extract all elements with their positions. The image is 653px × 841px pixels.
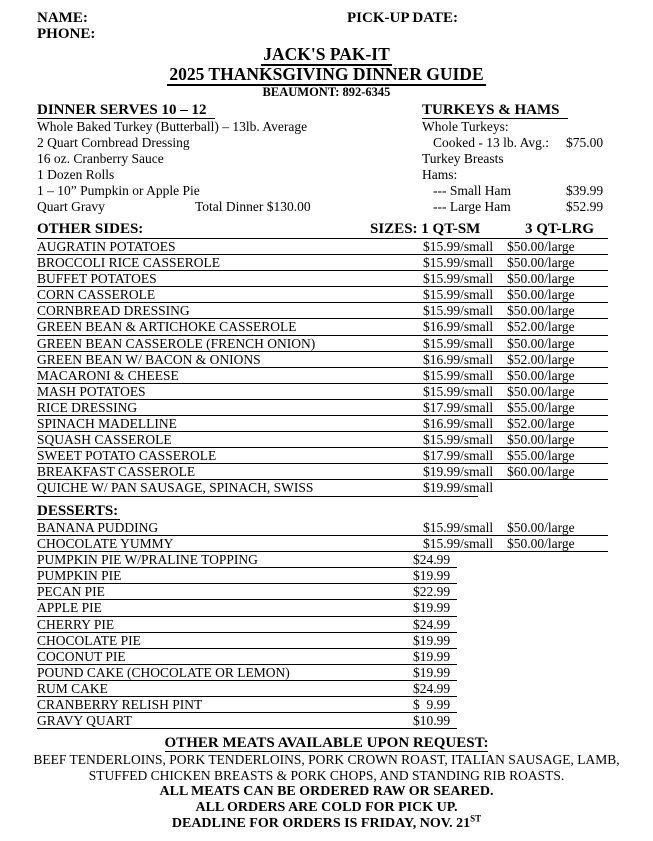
menu-item-price: $10.99 [413,713,451,729]
menu-item-row [37,536,608,552]
menu-item-price-large: $50.00/large [507,239,575,254]
menu-item-price: $24.99 [413,616,451,632]
dinner-item: 16 oz. Cranberry Sauce [37,151,164,166]
menu-item-price-large: $60.00/large [507,464,575,480]
footer-notes [0,735,653,832]
menu-item-price-small: $15.99/small [423,287,494,303]
dinner-item: Whole Baked Turkey (Butterball) – 13lb. Average [37,119,308,134]
menu-item-name: PUMPKIN PIE W/PRALINE TOPPING [37,552,258,568]
menu-item-row [37,681,457,697]
menu-item-price-small: $15.99/small [423,432,494,448]
menu-item-name: BREAKFAST CASSEROLE [37,464,196,480]
guide-title: 2025 THANKSGIVING DINNER GUIDE [169,64,484,84]
menu-item-price-small: $16.99/small [423,351,494,367]
menu-item-name: MACARONI & CHEESE [37,367,179,383]
raw-or-seared-note: ALL MEATS CAN BE ORDERED RAW OR SEARED. [159,784,494,799]
menu-item-row [37,568,457,584]
menu-item-price-small: $15.99/small [423,271,494,287]
menu-item-row [37,287,608,303]
menu-item-name: GREEN BEAN CASSEROLE (FRENCH ONION) [37,335,316,351]
menu-item-price-small: $16.99/small [423,416,494,432]
menu-item-row [37,336,608,352]
menu-item-price-large: $50.00/large [507,335,575,351]
menu-item-row [37,665,457,681]
menu-item-price-large: $50.00/large [507,367,575,383]
dinner-package-section [37,102,387,215]
desserts-section [37,503,608,729]
menu-item-name: CHOCOLATE PIE [37,632,141,648]
other-meats-heading: OTHER MEATS AVAILABLE UPON REQUEST: [164,735,489,751]
menu-item-name: RICE DRESSING [37,399,138,415]
menu-item-price-large: $50.00/large [507,432,575,448]
price: $75.00 [566,135,604,150]
menu-item-price-large: $50.00/large [507,255,575,271]
dinner-item: 1 – 10” Pumpkin or Apple Pie [37,183,200,198]
menu-item-price: $19.99 [413,632,451,648]
menu-item-price: $ 9.99 [413,697,451,713]
sizes-small-column-header: SIZES: 1 QT-SM [370,221,481,237]
other-meats-list-line: STUFFED CHICKEN BREASTS & PORK CHOPS, AND STANDING RIB ROASTS. [88,768,565,783]
phone-field-label: PHONE: [37,26,96,42]
menu-item-row [37,400,608,416]
other-sides-section [37,222,608,497]
menu-item-name: PECAN PIE [37,584,105,600]
menu-item-price: $19.99 [413,568,451,584]
menu-item-price-large: $52.00/large [507,416,575,432]
menu-item-price-large: $50.00/large [507,536,575,552]
menu-item-row [37,713,457,729]
menu-item-row [37,368,608,384]
menu-item-row [37,617,457,633]
menu-item-row [37,520,608,536]
menu-item-name: BUFFET POTATOES [37,271,157,287]
menu-item-name: APPLE PIE [37,600,102,616]
sides-rows [37,239,608,497]
deadline-note: DEADLINE FOR ORDERS IS FRIDAY, NOV. 21ST [171,813,482,831]
menu-item-name: CHOCOLATE YUMMY [37,536,174,552]
menu-item-price-large: $50.00/large [507,287,575,303]
dinner-item [37,199,387,215]
menu-item-row [37,649,457,665]
menu-item-price-large: $52.00/large [507,351,575,367]
price: $52.99 [566,199,604,214]
menu-item-row [37,255,608,271]
menu-item-name: CRANBERRY RELISH PINT [37,697,203,713]
menu-item-price-large: $55.00/large [507,399,575,415]
menu-item-name: COCONUT PIE [37,648,126,664]
menu-item-price-small: $15.99/small [423,536,494,552]
dinner-item: 2 Quart Cornbread Dressing [37,135,190,150]
menu-item-price-small: $15.99/small [423,383,494,399]
title-block [0,44,653,99]
sides-table-header [37,222,608,239]
turkey-row: --- Small Ham $39.99 [433,183,604,198]
menu-item-price-large: $50.00/large [507,271,575,287]
dinner-section-heading: DINNER SERVES 10 – 12 [37,102,387,119]
menu-item-price: $24.99 [413,680,451,696]
menu-item-row [37,319,608,335]
menu-item-price-small: $15.99/small [423,239,494,254]
menu-item-name: SWEET POTATO CASSEROLE [37,448,217,464]
menu-item-price-large: $50.00/large [507,520,575,535]
menu-item-name: CORN CASSEROLE [37,287,156,303]
menu-item-row [37,239,608,255]
menu-item-price-large: $52.00/large [507,319,575,335]
menu-item-name: GREEN BEAN W/ BACON & ONIONS [37,351,261,367]
menu-item-price-small: $15.99/small [423,255,494,271]
menu-item-row [37,697,457,713]
desserts-section-heading: DESSERTS: [37,503,119,519]
menu-item-row [37,303,608,319]
menu-item-name: MASH POTATOES [37,383,146,399]
menu-item-row [37,464,608,480]
menu-item-price-large: $50.00/large [507,303,575,319]
menu-item-row [37,480,494,496]
menu-item-row [37,600,457,616]
menu-item-row [37,448,608,464]
turkey-row: Turkey Breasts [422,151,504,166]
price: $39.99 [566,183,604,198]
deadline-ordinal-suffix: ST [470,813,482,824]
turkey-row: Cooked - 13 lb. Avg.: $75.00 [433,135,604,150]
menu-item-price: $24.99 [413,552,451,568]
menu-item-name: GREEN BEAN & ARTICHOKE CASSEROLE [37,319,297,335]
menu-item-price: $19.99 [413,600,451,616]
menu-item-price-small: $15.99/small [423,520,494,535]
turkeys-hams-section [422,102,642,215]
menu-item-price: $19.99 [413,648,451,664]
company-title: JACK'S PAK-IT [263,44,390,64]
menu-item-name: CORNBREAD DRESSING [37,303,190,319]
name-field-label: NAME: [37,10,88,26]
menu-item-name: SPINACH MADELLINE [37,416,177,432]
menu-item-price-small: $15.99/small [423,367,494,383]
dinner-total-price: Total Dinner $130.00 [195,199,311,214]
dinner-item-label: Quart Gravy [37,199,105,214]
cold-pickup-note: ALL ORDERS ARE COLD FOR PICK UP. [195,800,458,815]
location-phone: BEAUMONT: 892-6345 [262,85,391,99]
menu-item-name: GRAVY QUART [37,713,132,729]
menu-item-price-large: $55.00/large [507,448,575,464]
menu-item-price-small: $19.99/small [423,480,494,496]
other-meats-list-line: BEEF TENDERLOINS, PORK TENDERLOINS, PORK CROWN ROAST, ITALIAN SAUSAGE, LAMB, [33,752,620,767]
menu-item-row [37,384,608,400]
menu-item-price-small: $17.99/small [423,399,494,415]
menu-item-name: AUGRATIN POTATOES [37,239,176,254]
sizes-large-column-header: 3 QT-LRG [525,221,595,237]
desserts-rows [37,520,608,729]
menu-item-price-large: $50.00/large [507,383,575,399]
menu-item-row [37,271,608,287]
menu-item-name: CHERRY PIE [37,616,115,632]
menu-item-name: PUMPKIN PIE [37,568,122,584]
menu-item-name: BROCCOLI RICE CASSEROLE [37,255,221,271]
menu-item-price: $19.99 [413,664,451,680]
menu-item-price: $22.99 [413,584,451,600]
menu-item-row [37,352,608,368]
menu-item-name: POUND CAKE (CHOCOLATE OR LEMON) [37,664,290,680]
menu-item-row [37,432,608,448]
turkeys-section-heading: TURKEYS & HAMS [422,102,642,119]
menu-item-row [37,552,457,568]
menu-item-price-small: $15.99/small [423,335,494,351]
turkey-row: --- Large Ham $52.99 [433,199,604,214]
sides-section-heading: OTHER SIDES: [37,221,144,237]
menu-item-name: BANANA PUDDING [37,520,159,535]
menu-item-price-small: $17.99/small [423,448,494,464]
menu-item-name: SQUASH CASSEROLE [37,432,172,448]
menu-item-price-small: $15.99/small [423,303,494,319]
menu-item-price-small: $19.99/small [423,464,494,480]
menu-item-row [37,584,457,600]
turkey-row: Whole Turkeys: [422,119,509,134]
menu-item-row [37,416,608,432]
menu-item-price-small: $16.99/small [423,319,494,335]
pickup-date-field-label: PICK-UP DATE: [347,10,458,26]
dinner-item: 1 Dozen Rolls [37,167,115,182]
menu-item-row [37,633,457,649]
turkey-row: Hams: [422,167,458,182]
menu-item-name: QUICHE W/ PAN SAUSAGE, SPINACH, SWISS [37,480,314,496]
menu-item-name: RUM CAKE [37,680,108,696]
